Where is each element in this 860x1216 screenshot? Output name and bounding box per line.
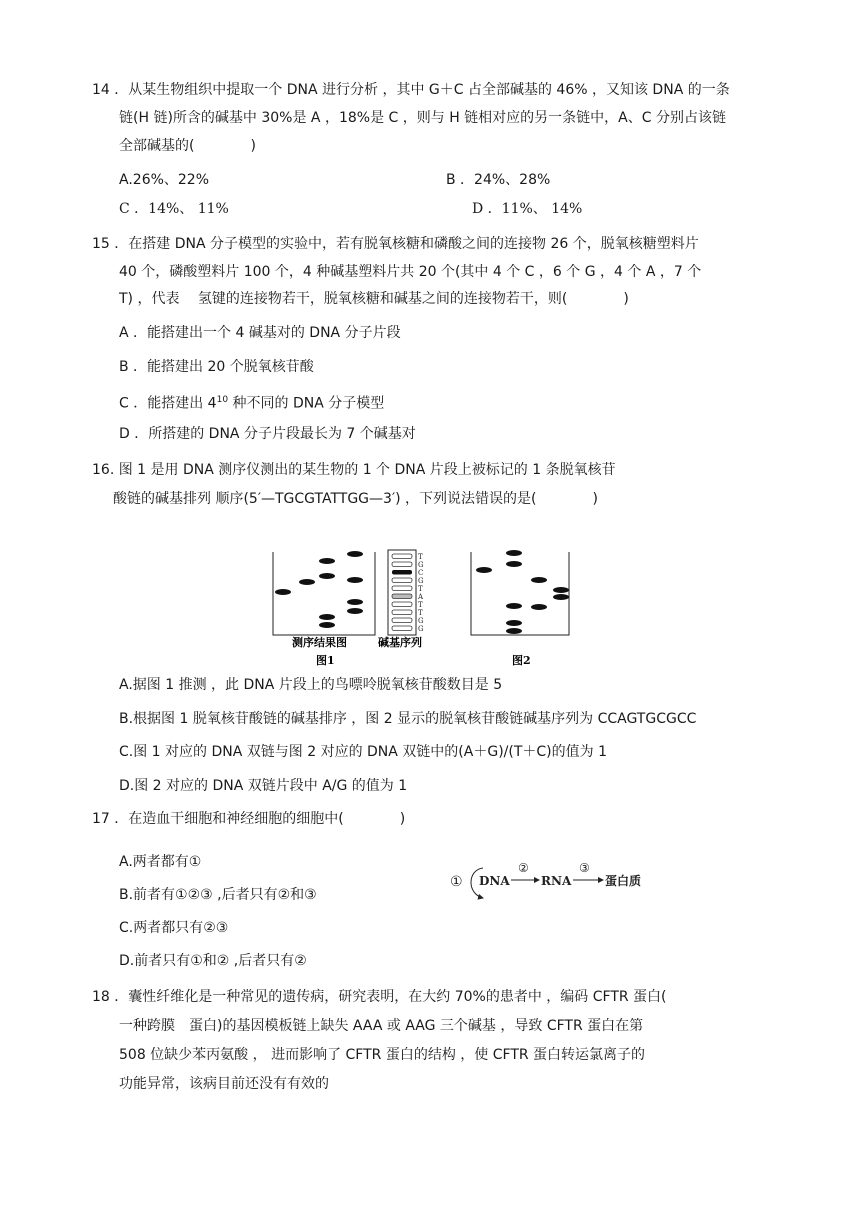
q15-option-c-exponent: 10 <box>216 395 229 405</box>
replication-marker: ① <box>450 874 463 890</box>
base-letter: A <box>418 593 424 601</box>
q14-option-a: A.26%、22% <box>119 172 210 188</box>
figure1-label-sequencing-result: 测序结果图 <box>292 636 347 649</box>
q17-option-b: B.前者有①②③ ,后者只有②和③ <box>119 887 317 903</box>
q15-option-d: D ．所搭建的 DNA 分子片段最长为 7 个碱基对 <box>119 426 416 442</box>
base-letter: T <box>418 585 423 593</box>
q15-option-c-post: 种不同的 DNA 分子模型 <box>228 395 385 412</box>
protein-label: 蛋白质 <box>605 874 642 888</box>
q15-stem-line2: 40 个，磷酸塑料片 100 个，4 种碱基塑料片共 20 个(其中 4 个 C ，6 个 G ，4 个 A ，7 个 <box>119 264 702 280</box>
q18-stem-line4: 功能异常，该病目前还没有有效的 <box>119 1076 329 1092</box>
base-letter: G <box>418 617 424 625</box>
q15-option-c <box>119 390 384 414</box>
q16-option-b: B.根据图 1 脱氧核苷酸链的碱基排序 ，图 2 显示的脱氧核苷酸链碱基序列为 CCAGTGCGCC <box>119 711 697 727</box>
q17-option-c: C.两者都只有②③ <box>119 920 229 936</box>
central-dogma-diagram <box>445 858 660 902</box>
q14-option-d: D ．11%、 14% <box>472 201 583 217</box>
q16-stem-line2: 酸链的碱基排列 顺序(5′—TGCGTATTGG—3′) ，下列说法错误的是( ) <box>113 491 598 507</box>
q14-option-c: C ．14%、 11% <box>119 201 229 217</box>
q17-option-d: D.前者只有①和② ,后者只有② <box>119 953 307 969</box>
base-letter: T <box>418 609 423 617</box>
figure1-gel <box>273 551 375 635</box>
figure1-caption: 图1 <box>316 654 335 667</box>
q15-stem-line1: 15 ．在搭建 DNA 分子模型的实验中，若有脱氧核糖和磷酸之间的连接物 26 个，脱氧核糖塑料片 <box>92 236 699 252</box>
q16-option-c: C.图 1 对应的 DNA 双链与图 2 对应的 DNA 双链中的(A＋G)/(T＋C)的值为 1 <box>119 744 607 760</box>
figure2-gel <box>471 550 569 635</box>
q18-stem-line1: 18 ．囊性纤维化是一种常见的遗传病，研究表明，在大约 70%的患者中 ，编码 CFTR 蛋白( <box>92 989 667 1005</box>
q18-stem-line3: 508 位缺少苯丙氨酸 ， 进而影响了 CFTR 蛋白的结构 ，使 CFTR 蛋白转运氯离子的 <box>119 1047 646 1063</box>
q14-stem-line3: 全部碱基的( ) <box>119 138 256 154</box>
q17-option-a: A.两者都有① <box>119 854 202 870</box>
base-letter: C <box>418 569 424 577</box>
q17-stem: 17 ．在造血干细胞和神经细胞的细胞中( ) <box>92 811 406 827</box>
q14-stem-line2: 链(H 链)所含的碱基中 30%是 A ，18%是 C ，则与 H 链相对应的另一条链中，A、C 分别占该链 <box>119 110 726 126</box>
q15-option-a: A ．能搭建出一个 4 碱基对的 DNA 分子片段 <box>119 325 401 341</box>
q15-option-c-pre: C ．能搭建出 4 <box>119 395 217 412</box>
q16-stem-line1: 16. 图 1 是用 DNA 测序仪测出的某生物的 1 个 DNA 片段上被标记的 1 条脱氧核苷 <box>92 462 616 478</box>
translation-marker: ③ <box>579 861 590 875</box>
base-sequence-ladder <box>388 550 424 635</box>
q14-option-b: B ．24%、28% <box>446 172 551 188</box>
base-letter: G <box>418 577 424 585</box>
q15-stem-line3: T) ，代表 氢键的连接物若干，脱氧核糖和碱基之间的连接物若干，则( ) <box>119 291 629 307</box>
base-letter: T <box>418 553 423 561</box>
base-letter: G <box>418 625 424 633</box>
figure2-caption: 图2 <box>512 654 531 667</box>
dna-label: DNA <box>479 874 510 888</box>
dna-sequencing-figure <box>260 540 580 670</box>
q15-option-b: B ．能搭建出 20 个脱氧核苷酸 <box>119 359 314 375</box>
q16-option-a: A.据图 1 推测 ，此 DNA 片段上的鸟嘌呤脱氧核苷酸数目是 5 <box>119 677 503 693</box>
q14-stem-line1: 14 ．从某生物组织中提取一个 DNA 进行分析 ，其中 G＋C 占全部碱基的 46% ，又知该 DNA 的一条 <box>92 82 730 98</box>
q16-option-d: D.图 2 对应的 DNA 双链片段中 A/G 的值为 1 <box>119 778 408 794</box>
base-letter: T <box>418 601 423 609</box>
rna-label: RNA <box>541 874 572 888</box>
figure1-label-base-sequence: 碱基序列 <box>378 636 422 649</box>
base-letter: G <box>418 561 424 569</box>
transcription-marker: ② <box>518 861 529 875</box>
q18-stem-line2: 一种跨膜 蛋白)的基因模板链上缺失 AAA 或 AAG 三个碱基 ，导致 CFTR 蛋白在第 <box>119 1018 644 1034</box>
